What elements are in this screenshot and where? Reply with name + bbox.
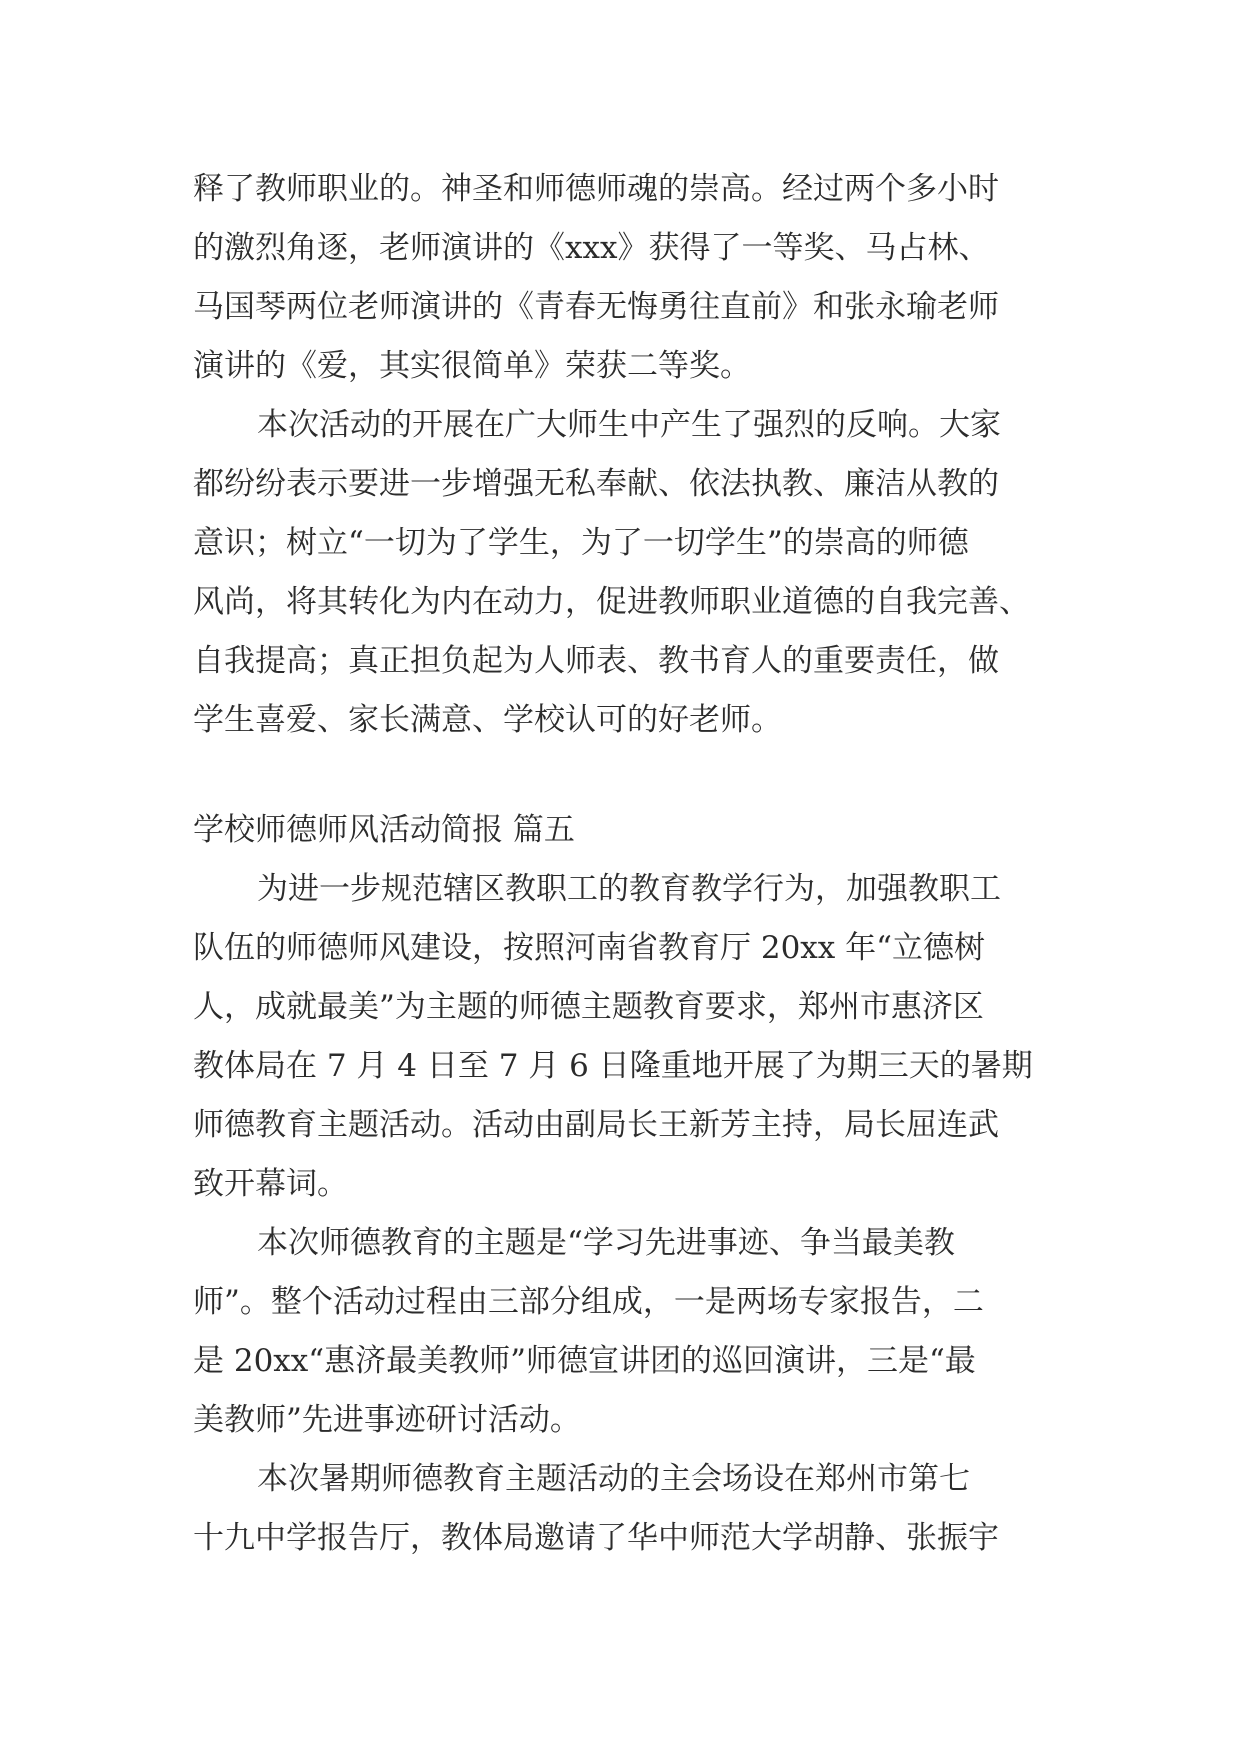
paragraph-5 [193, 1450, 1055, 1568]
paragraph-line: 都纷纷表示要进一步增强无私奉献、依法执教、廉洁从教的 [193, 466, 999, 502]
paragraph-line: 风尚，将其转化为内在动力，促进教师职业道德的自我完善、 [193, 584, 1030, 620]
paragraph-line: 致开幕词。 [193, 1166, 348, 1202]
paragraph-line: 马国琴两位老师演讲的《青春无悔勇往直前》和张永瑜老师 [193, 289, 999, 325]
paragraph-2 [193, 396, 1055, 750]
paragraph-4 [193, 1214, 1055, 1450]
paragraph-line: 自我提高；真正担负起为人师表、教书育人的重要责任，做 [193, 643, 999, 679]
paragraph-1 [193, 160, 1055, 396]
paragraph-line: 美教师”先进事迹研讨活动。 [193, 1402, 581, 1438]
paragraph-line: 师德教育主题活动。活动由副局长王新芳主持，局长屈连武 [193, 1107, 999, 1143]
paragraph-line: 演讲的《爱，其实很简单》荣获二等奖。 [193, 348, 751, 384]
paragraph-3 [193, 860, 1055, 1214]
paragraph-line: 是 20xx“惠济最美教师”师德宣讲团的巡回演讲，三是“最 [193, 1343, 976, 1379]
paragraph-line: 本次师德教育的主题是“学习先进事迹、争当最美教 [257, 1225, 955, 1261]
section-spacer [193, 750, 1055, 801]
paragraph-line: 学生喜爱、家长满意、学校认可的好老师。 [193, 702, 782, 738]
section-title: 学校师德师风活动简报 篇五 [193, 812, 575, 848]
paragraph-line: 为进一步规范辖区教职工的教育教学行为，加强教职工 [257, 871, 1001, 907]
paragraph-line: 释了教师职业的。神圣和师德师魂的崇高。经过两个多小时 [193, 171, 999, 207]
paragraph-line: 意识；树立“一切为了学生，为了一切学生”的崇高的师德 [193, 525, 969, 561]
paragraph-line: 人，成就最美”为主题的师德主题教育要求，郑州市惠济区 [193, 989, 984, 1025]
paragraph-line: 队伍的师德师风建设，按照河南省教育厅 20xx 年“立德树 [193, 930, 985, 966]
paragraph-line: 十九中学报告厅，教体局邀请了华中师范大学胡静、张振宇 [193, 1520, 999, 1556]
document-page [193, 160, 1055, 1568]
paragraph-line: 教体局在 7 月 4 日至 7 月 6 日隆重地开展了为期三天的暑期 [193, 1048, 1033, 1084]
paragraph-line: 的激烈角逐，老师演讲的《xxx》获得了一等奖、马占林、 [193, 230, 990, 266]
paragraph-line: 师”。整个活动过程由三部分组成，一是两场专家报告，二 [193, 1284, 984, 1320]
paragraph-line: 本次暑期师德教育主题活动的主会场设在郑州市第七 [257, 1461, 970, 1497]
paragraph-line: 本次活动的开展在广大师生中产生了强烈的反响。大家 [257, 407, 1001, 443]
